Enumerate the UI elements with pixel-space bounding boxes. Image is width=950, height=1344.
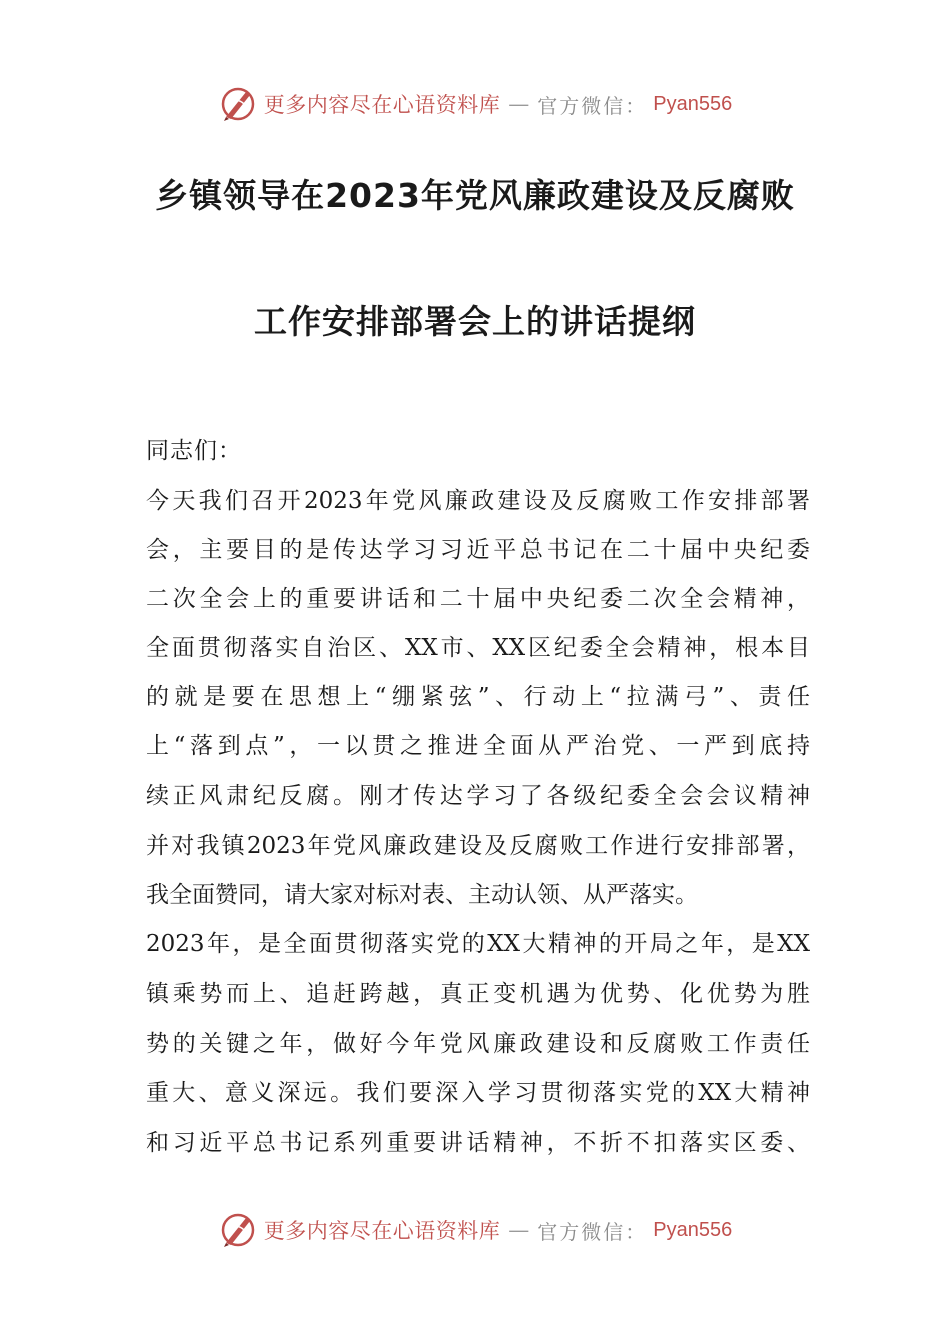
watermark-official-label: 官方微信： [537, 93, 648, 118]
body-line: 今天我们召开2023年党风廉政建设及反腐败工作安排部署 [146, 488, 810, 514]
body-line: 二次全会上的重要讲话和二十届中央纪委二次全会精神， [146, 586, 810, 612]
watermark-separator: — [508, 92, 530, 116]
body-line: 我全面赞同，请大家对标对表、主动认领、从严落实。 [146, 882, 698, 908]
body-line: 并对我镇2023年党风廉政建设及反腐败工作进行安排部署， [146, 833, 810, 859]
body-line: 的就是要在思想上“绷紧弦”、行动上“拉满弓”、责任 [146, 684, 810, 710]
header-watermark [0, 82, 950, 126]
body-line: 全面贯彻落实自治区、XX市、XX区纪委全会精神，根本目 [146, 635, 810, 661]
body-line: 重大、意义深远。我们要深入学习贯彻落实党的XX大精神 [146, 1080, 810, 1106]
watermark-official-label: 官方微信： [537, 1219, 648, 1244]
body-line: 势的关键之年，做好今年党风廉政建设和反腐败工作责任 [146, 1031, 810, 1057]
document-title-line-1: 乡镇领导在2023年党风廉政建设及反腐败 [155, 176, 795, 215]
body-line: 续正风肃纪反腐。刚才传达学习了各级纪委全会会议精神 [146, 783, 810, 809]
body-line: 2023年，是全面贯彻落实党的XX大精神的开局之年，是XX [146, 931, 810, 957]
watermark-wechat-id: Pyan556 [653, 1218, 733, 1241]
body-line: 会，主要目的是传达学习习近平总书记在二十届中央纪委 [146, 537, 810, 563]
body-line: 和习近平总书记系列重要讲话精神，不折不扣落实区委、 [146, 1130, 810, 1156]
pen-logo-icon [218, 1210, 258, 1250]
watermark-separator: — [508, 1218, 530, 1242]
body-line: 上“落到点”，一以贯之推进全面从严治党、一严到底持 [146, 733, 810, 759]
greeting: 同志们： [146, 438, 242, 464]
document-title-line-2: 工作安排部署会上的讲话提纲 [254, 302, 696, 341]
watermark-text: 更多内容尽在心语资料库 [263, 1219, 501, 1243]
watermark-text: 更多内容尽在心语资料库 [263, 93, 501, 117]
body-line: 镇乘势而上、追赶跨越，真正变机遇为优势、化优势为胜 [146, 981, 810, 1007]
pen-logo-icon [218, 84, 258, 124]
watermark-wechat-id: Pyan556 [653, 92, 733, 115]
footer-watermark [0, 1208, 950, 1252]
